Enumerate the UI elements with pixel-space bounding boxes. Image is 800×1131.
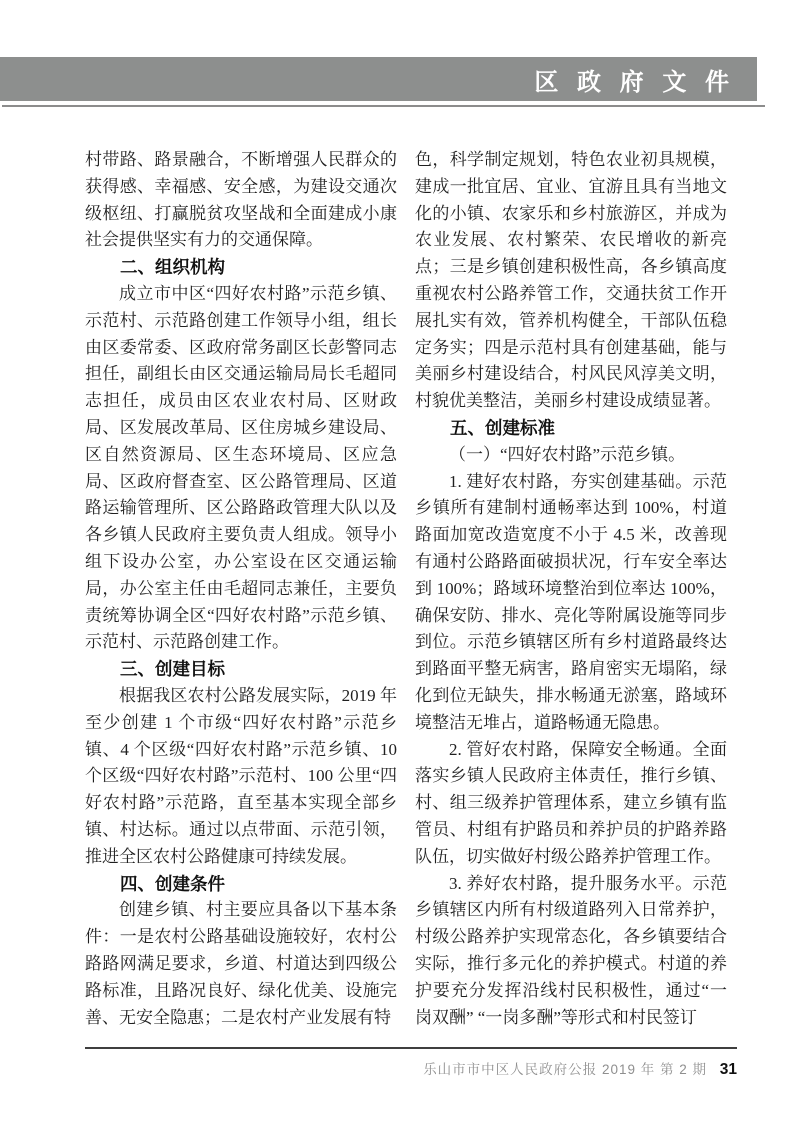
paragraph: 村带路、路景融合，不断增强人民群众的获得感、幸福感、安全感，为建设交通次级枢纽、打赢脱贫攻坚战和全面建成小康社会提供坚实有力的交通保障。 [85, 150, 397, 250]
left-column [85, 147, 397, 1031]
page-number: 31 [719, 1061, 737, 1078]
header-banner [0, 57, 757, 101]
section-heading: 五、创建标准 [450, 417, 555, 438]
footer-rule [85, 1047, 737, 1049]
footer [85, 1058, 737, 1079]
section-heading: 四、创建条件 [120, 873, 225, 894]
section-heading: 二、组织机构 [120, 257, 225, 278]
right-column [415, 147, 727, 1031]
journal-info: 乐山市市中区人民政府公报 2019 年 第 2 期 [423, 1062, 707, 1077]
paragraph: 根据我区农村公路发展实际，2019 年至少创建 1 个市级“四好农村路”示范乡镇、4 个区级“四好农村路”示范乡镇、10 个区级“四好农村路”示范村、100 公里“四好农村路”示范路，直至基本实现全部乡镇、村达标。通过以点带面、示范引领，推进全区农村公路健康可持续发展。 [85, 685, 397, 866]
paragraph: 2. 管好农村路，保障安全畅通。全面落实乡镇人民政府主体责任，推行乡镇、村、组三级养护管理体系，建立乡镇有监管员、村组有护路员和养护员的护路养路队伍，切实做好村级公路养护管理工作。 [415, 739, 727, 866]
header-rule [2, 105, 765, 107]
paragraph: 1. 建好农村路，夯实创建基础。示范乡镇所有建制村通畅率达到 100%，村道路面加宽改造宽度不小于 4.5 米，改善现有通村公路路面破损状况，行车安全率达到 100%；路域环境整治到位率达 100%，确保安防、排水、亮化等附属设施等同步到位。示范乡镇辖区所有乡村道路最终达到路面平整无病害，路肩密实无塌陷，绿化到位无缺失，排水畅通无淤塞，路域环境整洁无堆占，道路畅通无隐患。 [415, 471, 727, 732]
document-body [85, 147, 727, 1031]
section-heading: 三、创建目标 [120, 659, 225, 680]
banner-title: 区 政 府 文 件 [534, 68, 735, 96]
paragraph: 3. 养好农村路，提升服务水平。示范乡镇辖区内所有村级道路列入日常养护，村级公路养护实现常态化，各乡镇要结合实际，推行多元化的养护模式。村道的养护要充分发挥沿线村民积极性，通过“一岗双酬” “一岗多酬”等形式和村民签订 [415, 873, 727, 1027]
paragraph: 色，科学制定规划，特色农业初具规模，建成一批宜居、宜业、宜游且具有当地文化的小镇、农家乐和乡村旅游区，并成为农业发展、农村繁荣、农民增收的新亮点；三是乡镇创建积极性高，各乡镇高度重视农村公路养管工作，交通扶贫工作开展扎实有效，管养机构健全，干部队伍稳定务实；四是示范村具有创建基础，能与美丽乡村建设结合，村风民风淳美文明，村貌优美整洁，美丽乡村建设成绩显著。 [415, 150, 727, 411]
paragraph: 成立市中区“四好农村路”示范乡镇、示范村、示范路创建工作领导小组，组长由区委常委、区政府常务副区长彭警同志担任，副组长由区交通运输局局长毛超同志担任，成员由区农业农村局、区财政局、区发展改革局、区住房城乡建设局、区自然资源局、区生态环境局、区应急局、区政府督查室、区公路管理局、区道路运输管理所、区公路路政管理大队以及各乡镇人民政府主要负责人组成。领导小组下设办公室，办公室设在区交通运输局，办公室主任由毛超同志兼任，主要负责统筹协调全区“四好农村路”示范乡镇、示范村、示范路创建工作。 [85, 283, 397, 652]
paragraph: 创建乡镇、村主要应具备以下基本条件：一是农村公路基础设施较好，农村公路路网满足要求，乡道、村道达到四级公路标准，且路况良好、绿化优美、设施完善、无安全隐惠；二是农村产业发展有特 [85, 900, 397, 1027]
paragraph: （一）“四好农村路”示范乡镇。 [449, 444, 686, 464]
